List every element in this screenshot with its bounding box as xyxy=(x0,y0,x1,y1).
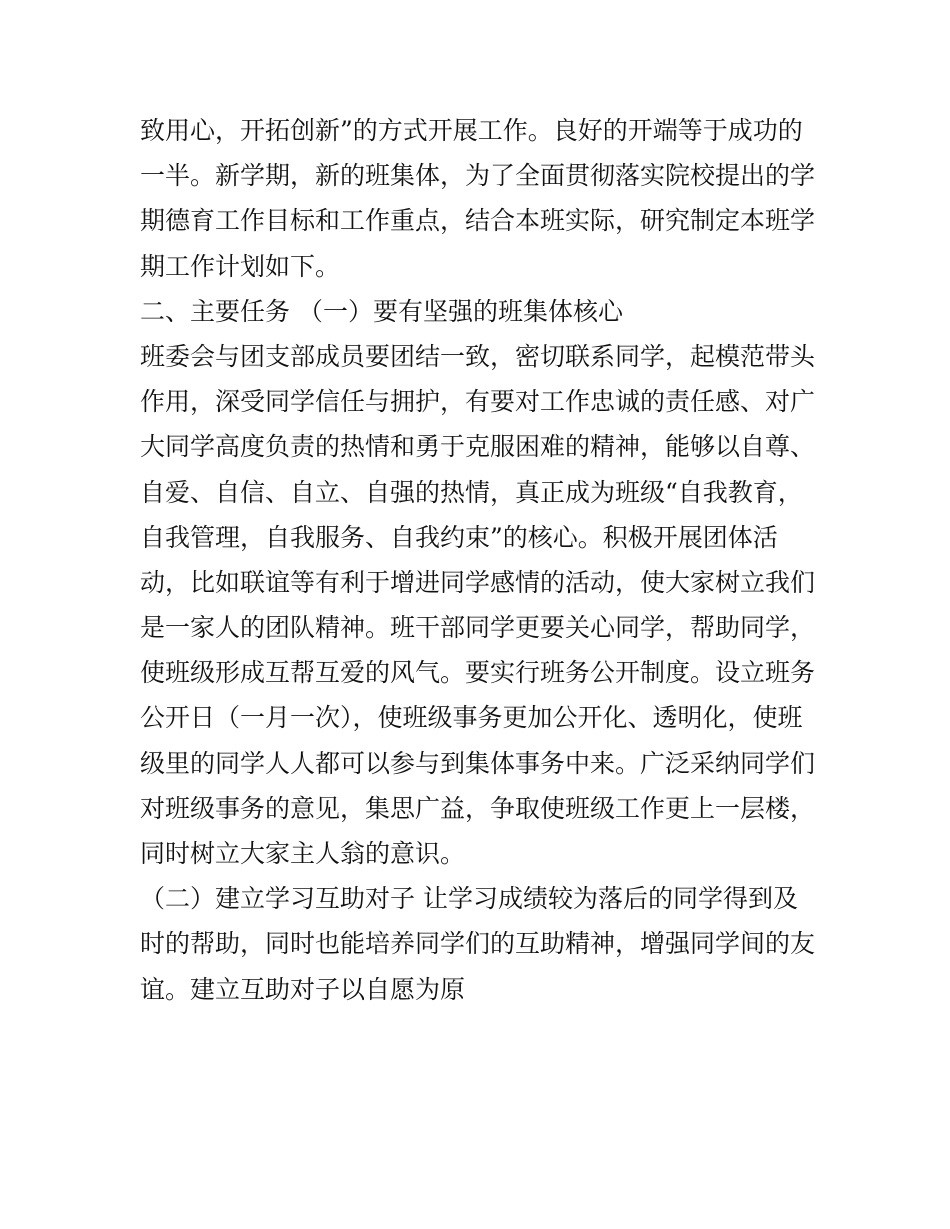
text-line: 班委会与团支部成员要团结一致，密切联系同学，起模范带头 xyxy=(140,341,816,371)
text-line: 是一家人的团队精神。班干部同学更要关心同学，帮助同学， xyxy=(140,613,816,643)
text-line: 时的帮助，同时也能培养同学们的互助精神，增强同学间的友 xyxy=(140,929,816,959)
section-heading: 二、主要任务 （一）要有坚强的班集体核心 xyxy=(140,296,623,326)
text-line: 作用，深受同学信任与拥护，有要对工作忠诚的责任感、对广 xyxy=(140,387,816,417)
text-line: 使班级形成互帮互爱的风气。要实行班务公开制度。设立班务 xyxy=(140,658,816,688)
text-line: 自爱、自信、自立、自强的热情，真正成为班级“自我教育， xyxy=(140,477,803,507)
text-line: 公开日（一月一次），使班级事务更加公开化、透明化，使班 xyxy=(140,703,803,733)
text-line: 自我管理，自我服务、自我约束”的核心。积极开展团体活 xyxy=(140,522,778,552)
text-line: 大同学高度负责的热情和勇于克服困难的精神，能够以自尊、 xyxy=(140,432,816,462)
text-line: 同时树立大家主人翁的意识。 xyxy=(140,839,466,868)
text-line: 对班级事务的意见，集思广益，争取使班级工作更上一层楼， xyxy=(140,793,816,823)
text-line: 致用心，开拓创新”的方式开展工作。良好的开端等于成功的 xyxy=(140,116,803,145)
text-line: 动，比如联谊等有利于增进同学感情的活动，使大家树立我们 xyxy=(140,567,816,597)
subsection-heading: （二）建立学习互助对子 让学习成绩较为落后的同学得到及 xyxy=(140,884,798,914)
text-line: 期工作计划如下。 xyxy=(140,251,341,281)
text-line: 谊。建立互助对子以自愿为原 xyxy=(140,974,466,1004)
text-line: 一半。新学期，新的班集体，为了全面贯彻落实院校提出的学 xyxy=(140,161,816,191)
text-line: 期德育工作目标和工作重点，结合本班实际，研究制定本班学 xyxy=(140,206,816,236)
body-text xyxy=(140,108,830,1012)
text-line: 级里的同学人人都可以参与到集体事务中来。广泛采纳同学们 xyxy=(140,748,816,778)
